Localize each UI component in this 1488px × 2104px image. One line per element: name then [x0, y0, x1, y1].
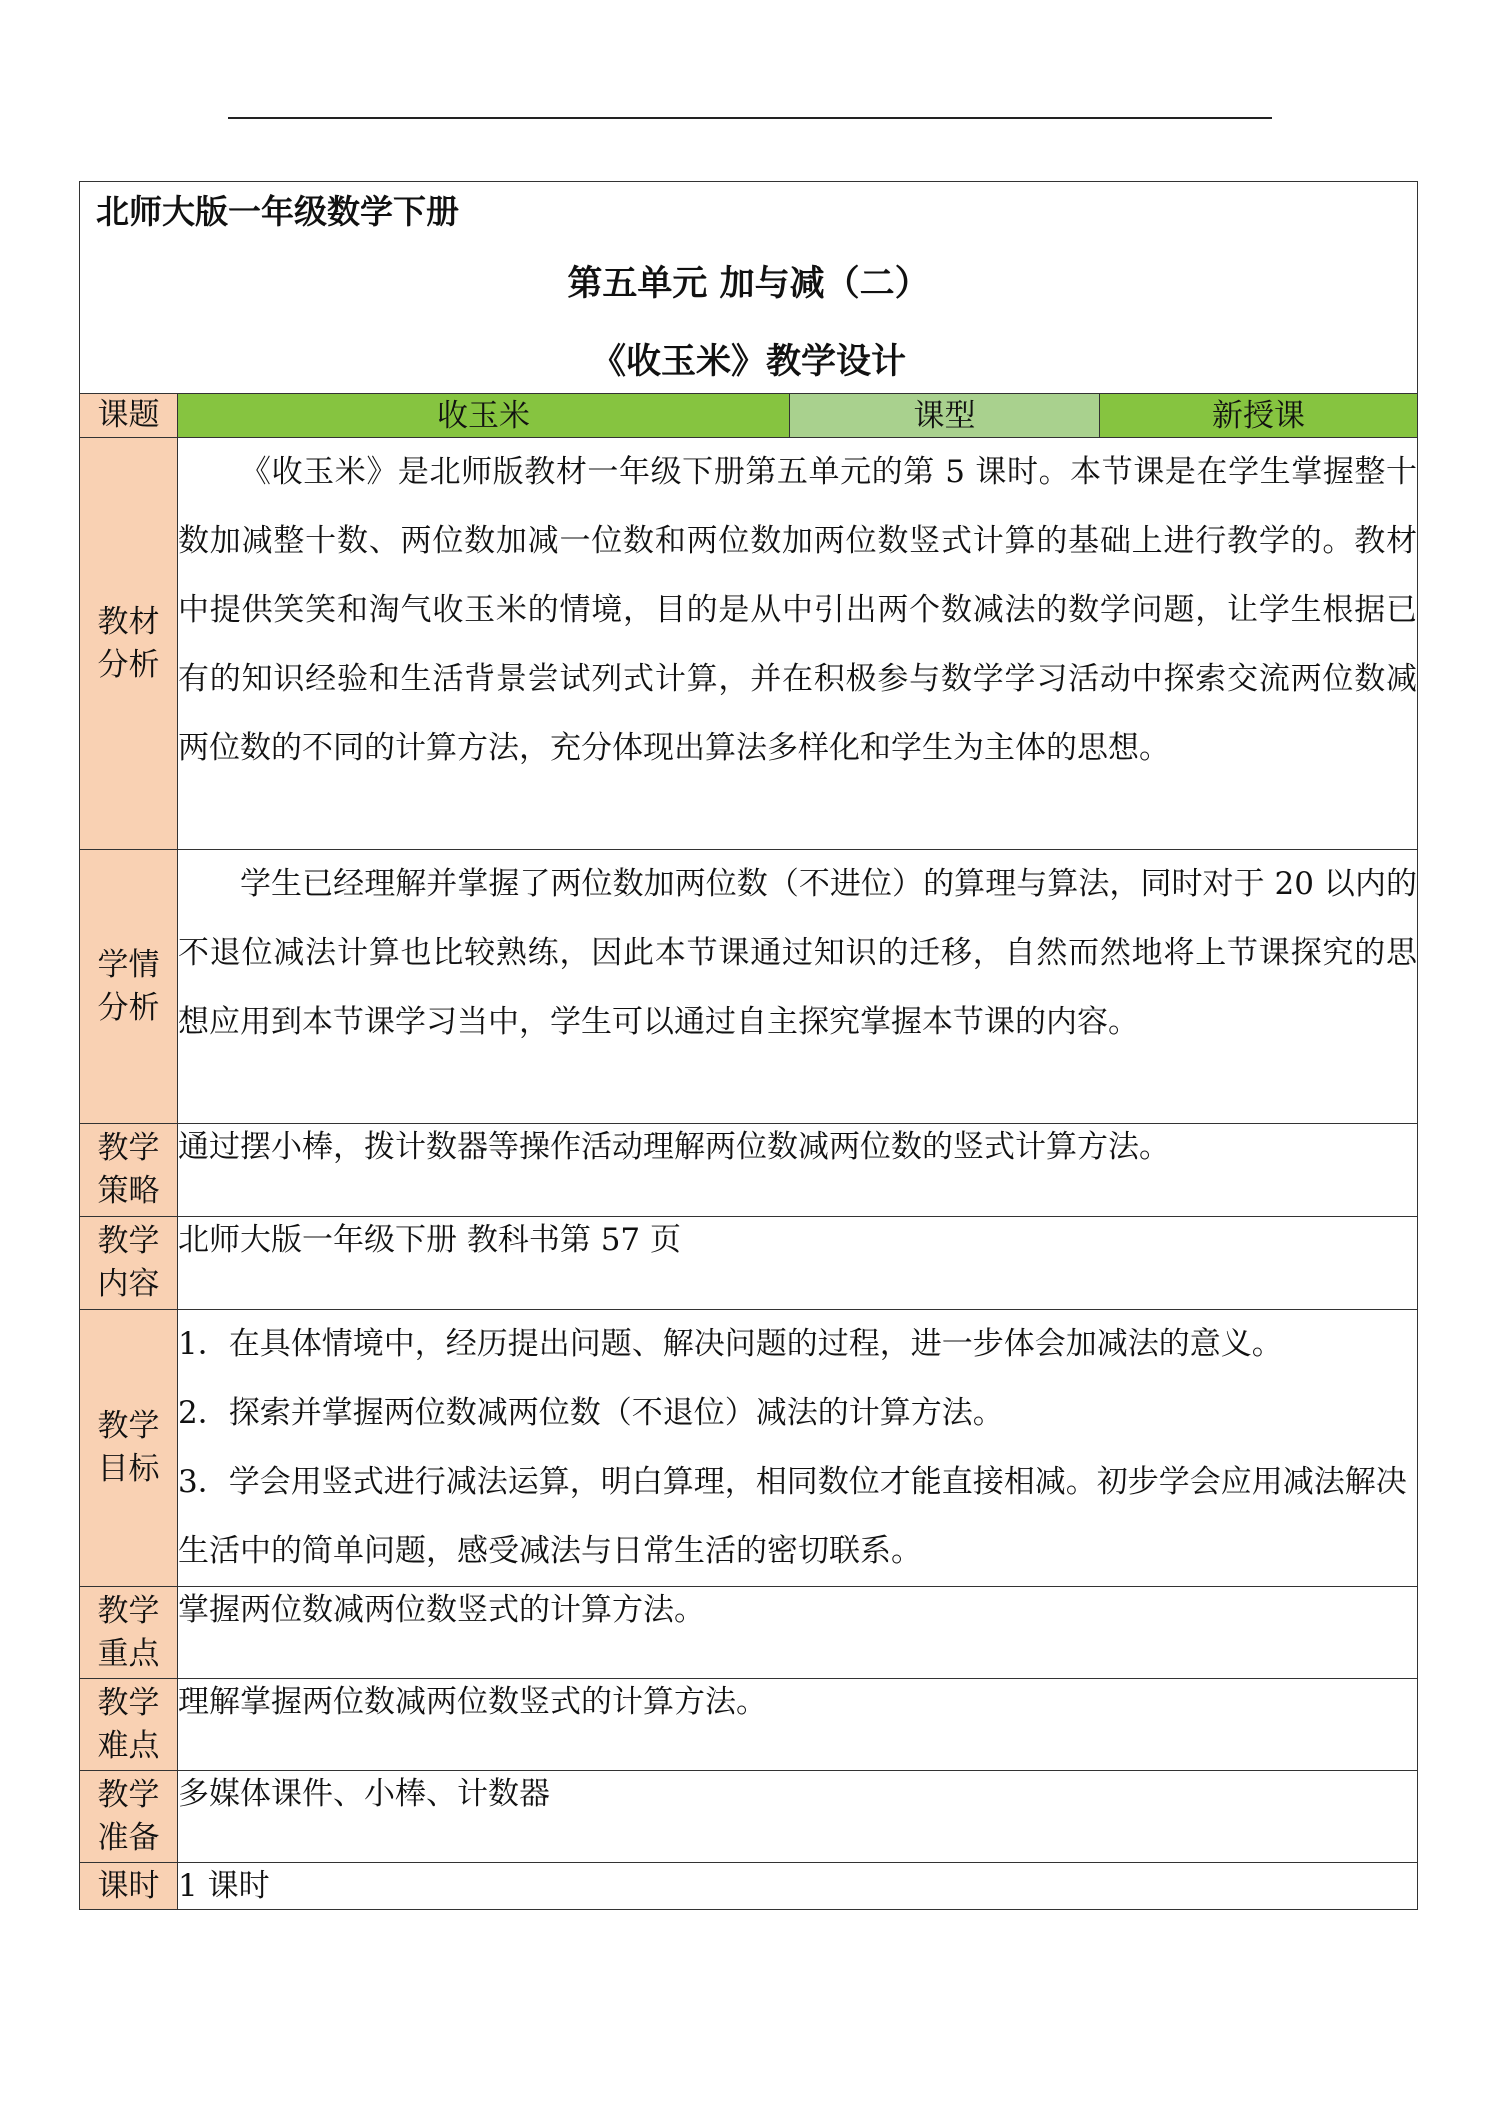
difficulty-row — [80, 1679, 1418, 1771]
strategy-row — [80, 1124, 1418, 1217]
key-point-row — [80, 1587, 1418, 1679]
series-title: 北师大版一年级数学下册 — [96, 192, 459, 231]
student-analysis-text: 学生已经理解并掌握了两位数加两位数（不进位）的算理与算法，同时对于 20 以内的不退位减法计算也比较熟练，因此本节课通过知识的迁移，自然而然地将上节课探究的思想应用到本节课学习当中，学生可以通过自主探究掌握本节课的内容。 — [178, 850, 1418, 1124]
goal-item: 2．探索并掌握两位数减两位数（不退位）减法的计算方法。 — [178, 1395, 1004, 1431]
label-line: 学情 — [97, 946, 160, 983]
goals-row — [80, 1310, 1418, 1587]
goal-item: 1．在具体情境中，经历提出问题、解决问题的过程，进一步体会加减法的意义。 — [178, 1326, 1283, 1362]
type-label: 课型 — [790, 394, 1100, 438]
duration-row — [80, 1863, 1418, 1910]
duration-label: 课时 — [80, 1863, 178, 1910]
textbook-analysis-label — [80, 438, 178, 850]
label-line: 准备 — [97, 1819, 160, 1856]
label-line: 教学 — [97, 1223, 160, 1259]
difficulty-text: 理解掌握两位数减两位数竖式的计算方法。 — [178, 1679, 1418, 1771]
label-line: 教材 — [97, 603, 160, 640]
content-label — [80, 1217, 178, 1310]
key-point-label — [80, 1587, 178, 1679]
student-analysis-label — [80, 850, 178, 1124]
title-cell — [80, 182, 1418, 394]
preparation-label — [80, 1771, 178, 1863]
student-analysis-row — [80, 850, 1418, 1124]
label-line: 内容 — [97, 1266, 160, 1302]
unit-title: 第五单元 加与减（二） — [567, 264, 930, 304]
lesson-title: 《收玉米》教学设计 — [590, 342, 906, 382]
title-row — [80, 182, 1418, 394]
goal-item: 3．学会用竖式进行减法运算，明白算理，相同数位才能直接相减。初步学会应用减法解决生活中的简单问题，感受减法与日常生活的密切联系。 — [178, 1464, 1407, 1569]
topic-label: 课题 — [80, 394, 178, 438]
content-row — [80, 1217, 1418, 1310]
meta-row — [80, 394, 1418, 438]
lesson-plan-table — [79, 181, 1418, 1910]
label-line: 教学 — [97, 1592, 160, 1629]
preparation-row — [80, 1771, 1418, 1863]
label-line: 难点 — [97, 1727, 160, 1764]
header-rule — [228, 117, 1272, 119]
preparation-text: 多媒体课件、小棒、计数器 — [178, 1771, 1418, 1863]
duration-text: 1 课时 — [178, 1863, 1418, 1910]
difficulty-label — [80, 1679, 178, 1771]
label-line: 教学 — [97, 1130, 160, 1166]
type-value: 新授课 — [1100, 394, 1418, 438]
goals-label — [80, 1310, 178, 1587]
label-line: 教学 — [97, 1408, 160, 1444]
label-line: 重点 — [97, 1635, 160, 1672]
textbook-analysis-row — [80, 438, 1418, 850]
key-point-text: 掌握两位数减两位数竖式的计算方法。 — [178, 1587, 1418, 1679]
topic-value: 收玉米 — [178, 394, 790, 438]
label-line: 教学 — [97, 1684, 160, 1721]
label-line: 教学 — [97, 1776, 160, 1813]
content-text: 北师大版一年级下册 教科书第 57 页 — [178, 1217, 1418, 1310]
strategy-label — [80, 1124, 178, 1217]
goals-list — [178, 1310, 1418, 1587]
label-line: 分析 — [97, 646, 160, 683]
label-line: 分析 — [97, 989, 160, 1026]
label-line: 策略 — [97, 1173, 160, 1209]
strategy-text: 通过摆小棒，拨计数器等操作活动理解两位数减两位数的竖式计算方法。 — [178, 1124, 1418, 1217]
label-line: 目标 — [97, 1451, 160, 1487]
textbook-analysis-text: 《收玉米》是北师版教材一年级下册第五单元的第 5 课时。本节课是在学生掌握整十数加减整十数、两位数加减一位数和两位数加两位数竖式计算的基础上进行教学的。教材中提供笑笑和淘气收玉米的情境，目的是从中引出两个数减法的数学问题，让学生根据已有的知识经验和生活背景尝试列式计算，并在积极参与数学学习活动中探索交流两位数减两位数的不同的计算方法，充分体现出算法多样化和学生为主体的思想。 — [178, 438, 1418, 850]
